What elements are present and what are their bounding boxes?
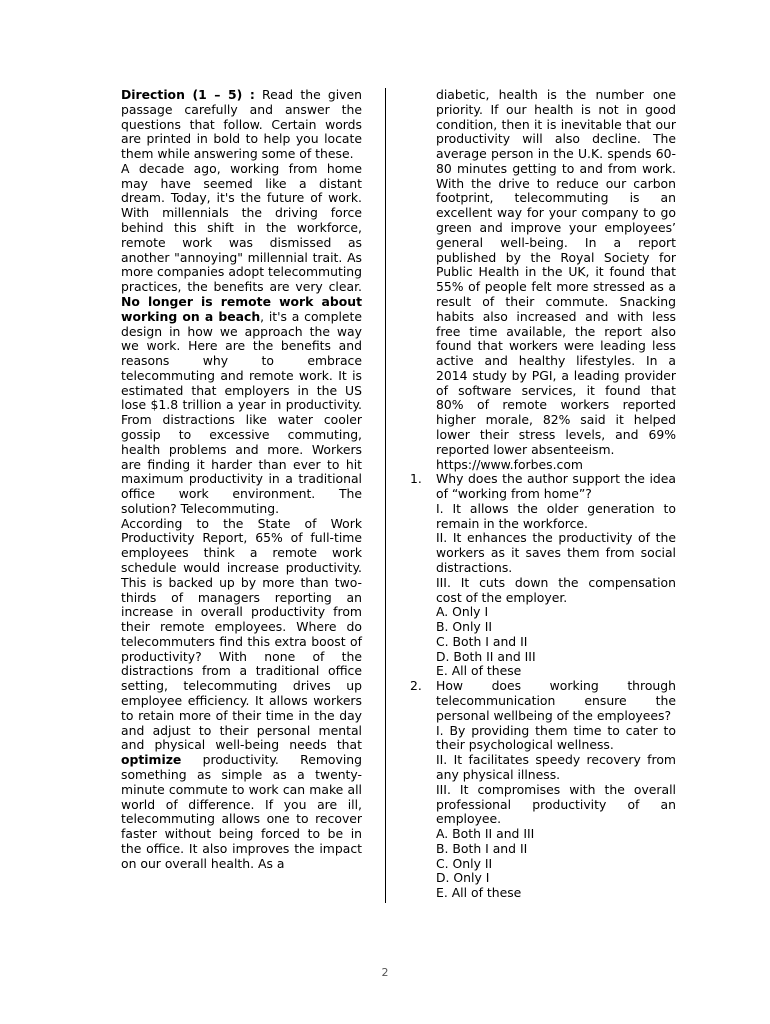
- statement: III. It cuts down the compensation cost of the employer.: [436, 574, 676, 605]
- right-column: [410, 88, 676, 901]
- answer-option: E. All of these: [436, 663, 522, 679]
- passage-text: , it's a complete design in how we approach the way we work. Here are the benefits and reasons why to embrace telecommuting and remote work. It is estimated that employers in the US lose $1.8 trillion a year in productivity. From distractions like water cooler gossip to excessive commuting, health problems and more. Workers are finding it harder than ever to hit maximum productivity in a traditional office work environment. The solution? Telecommuting.: [121, 308, 363, 516]
- direction-paragraph: [121, 88, 362, 162]
- column-divider: [385, 88, 386, 903]
- statement: II. It facilitates speedy recovery from any physical illness.: [436, 752, 676, 782]
- question-2: [410, 679, 676, 901]
- direction-text: Read the given passage carefully and answer the questions that follow. Certain words are printed in bold to help you locate them while answering some of these.: [121, 87, 362, 162]
- statement: I. By providing them time to cater to their psychological wellness.: [436, 722, 676, 753]
- page-number: 2: [381, 966, 389, 979]
- statement: III. It compromises with the overall professional productivity of an employee.: [436, 781, 676, 827]
- answer-option: C. Only II: [436, 855, 493, 871]
- answer-option: E. All of these: [436, 885, 522, 901]
- answer-option: B. Only II: [436, 619, 493, 635]
- question-number: 1.: [410, 471, 422, 487]
- answer-option: C. Both I and II: [436, 633, 528, 649]
- statement: II. It enhances the productivity of the workers as it saves them from social distractions.: [436, 530, 676, 575]
- left-column: [121, 88, 362, 871]
- question-stem: How does working through telecommunication ensure the personal wellbeing of the employees?: [436, 678, 676, 723]
- passage-paragraph-1: [121, 162, 362, 517]
- answer-option: A. Both II and III: [436, 826, 535, 842]
- bold-word-optimize: optimize: [121, 752, 182, 768]
- statement: I. It allows the older generation to remain in the workforce.: [436, 500, 676, 531]
- question-number: 2.: [410, 678, 422, 694]
- bold-phrase-beach: No longer is remote work about working on a beach: [121, 293, 362, 324]
- passage-paragraph-2: [121, 517, 362, 872]
- answer-option: D. Only I: [436, 870, 490, 886]
- source-link: https://www.forbes.com: [436, 456, 583, 472]
- passage-paragraph-3: diabetic, health is the number one priority. If our health is not in good condition, then it is inevitable that our productivity will also decline. The average person in the U.K. spends 60-80 minutes getting to and from work. With the drive to reduce our carbon footprint, telecommuting is an excellent way for your company to go green and improve your employees’ general well-being. In a report published by the Royal Society for Public Health in the UK, it found that 55% of people felt more stressed as a result of their commute. Snacking habits also increased and with less free time available, the report also found that workers were leading less active and healthy lifestyles. In a 2014 study by PGI, a leading provider of software services, it found that 80% of remote workers reported higher morale, 82% said it helped lower their stress levels, and 69% reported lower absenteeism.: [436, 87, 676, 457]
- answer-option: A. Only I: [436, 604, 489, 620]
- answer-option: D. Both II and III: [436, 648, 536, 664]
- answer-option: B. Both I and II: [436, 840, 528, 856]
- question-1: [410, 472, 676, 679]
- passage-text: productivity. Removing something as simple as a twenty-minute commute to work can make all world of difference. If you are ill, telecommuting allows one to recover faster without being forced to be in the office. It also improves the impact on our overall health. As a: [121, 752, 362, 871]
- passage-text: A decade ago, working from home may have seemed like a distant dream. Today, it's the future of work. With millennials the driving force behind this shift in the workforce, remote work was dismissed as another "annoying" millennial trait. As more companies adopt telecommuting practices, the benefits are very clear.: [121, 160, 362, 295]
- passage-text: According to the State of Work Productivity Report, 65% of full-time employees think a remote work schedule would increase productivity. This is backed up by more than two-thirds of managers reporting an increase in overall productivity from their remote employees. Where do telecommuters find this extra boost of productivity? With none of the distractions from a traditional office setting, telecommuting drives up employee efficiency. It allows workers to retain more of their time in the day and adjust to their personal mental and physical well-being needs that: [121, 515, 362, 753]
- passage-continuation: [410, 88, 676, 472]
- question-stem: Why does the author support the idea of “working from home”?: [436, 471, 676, 502]
- direction-label: Direction (1 – 5) :: [121, 87, 255, 102]
